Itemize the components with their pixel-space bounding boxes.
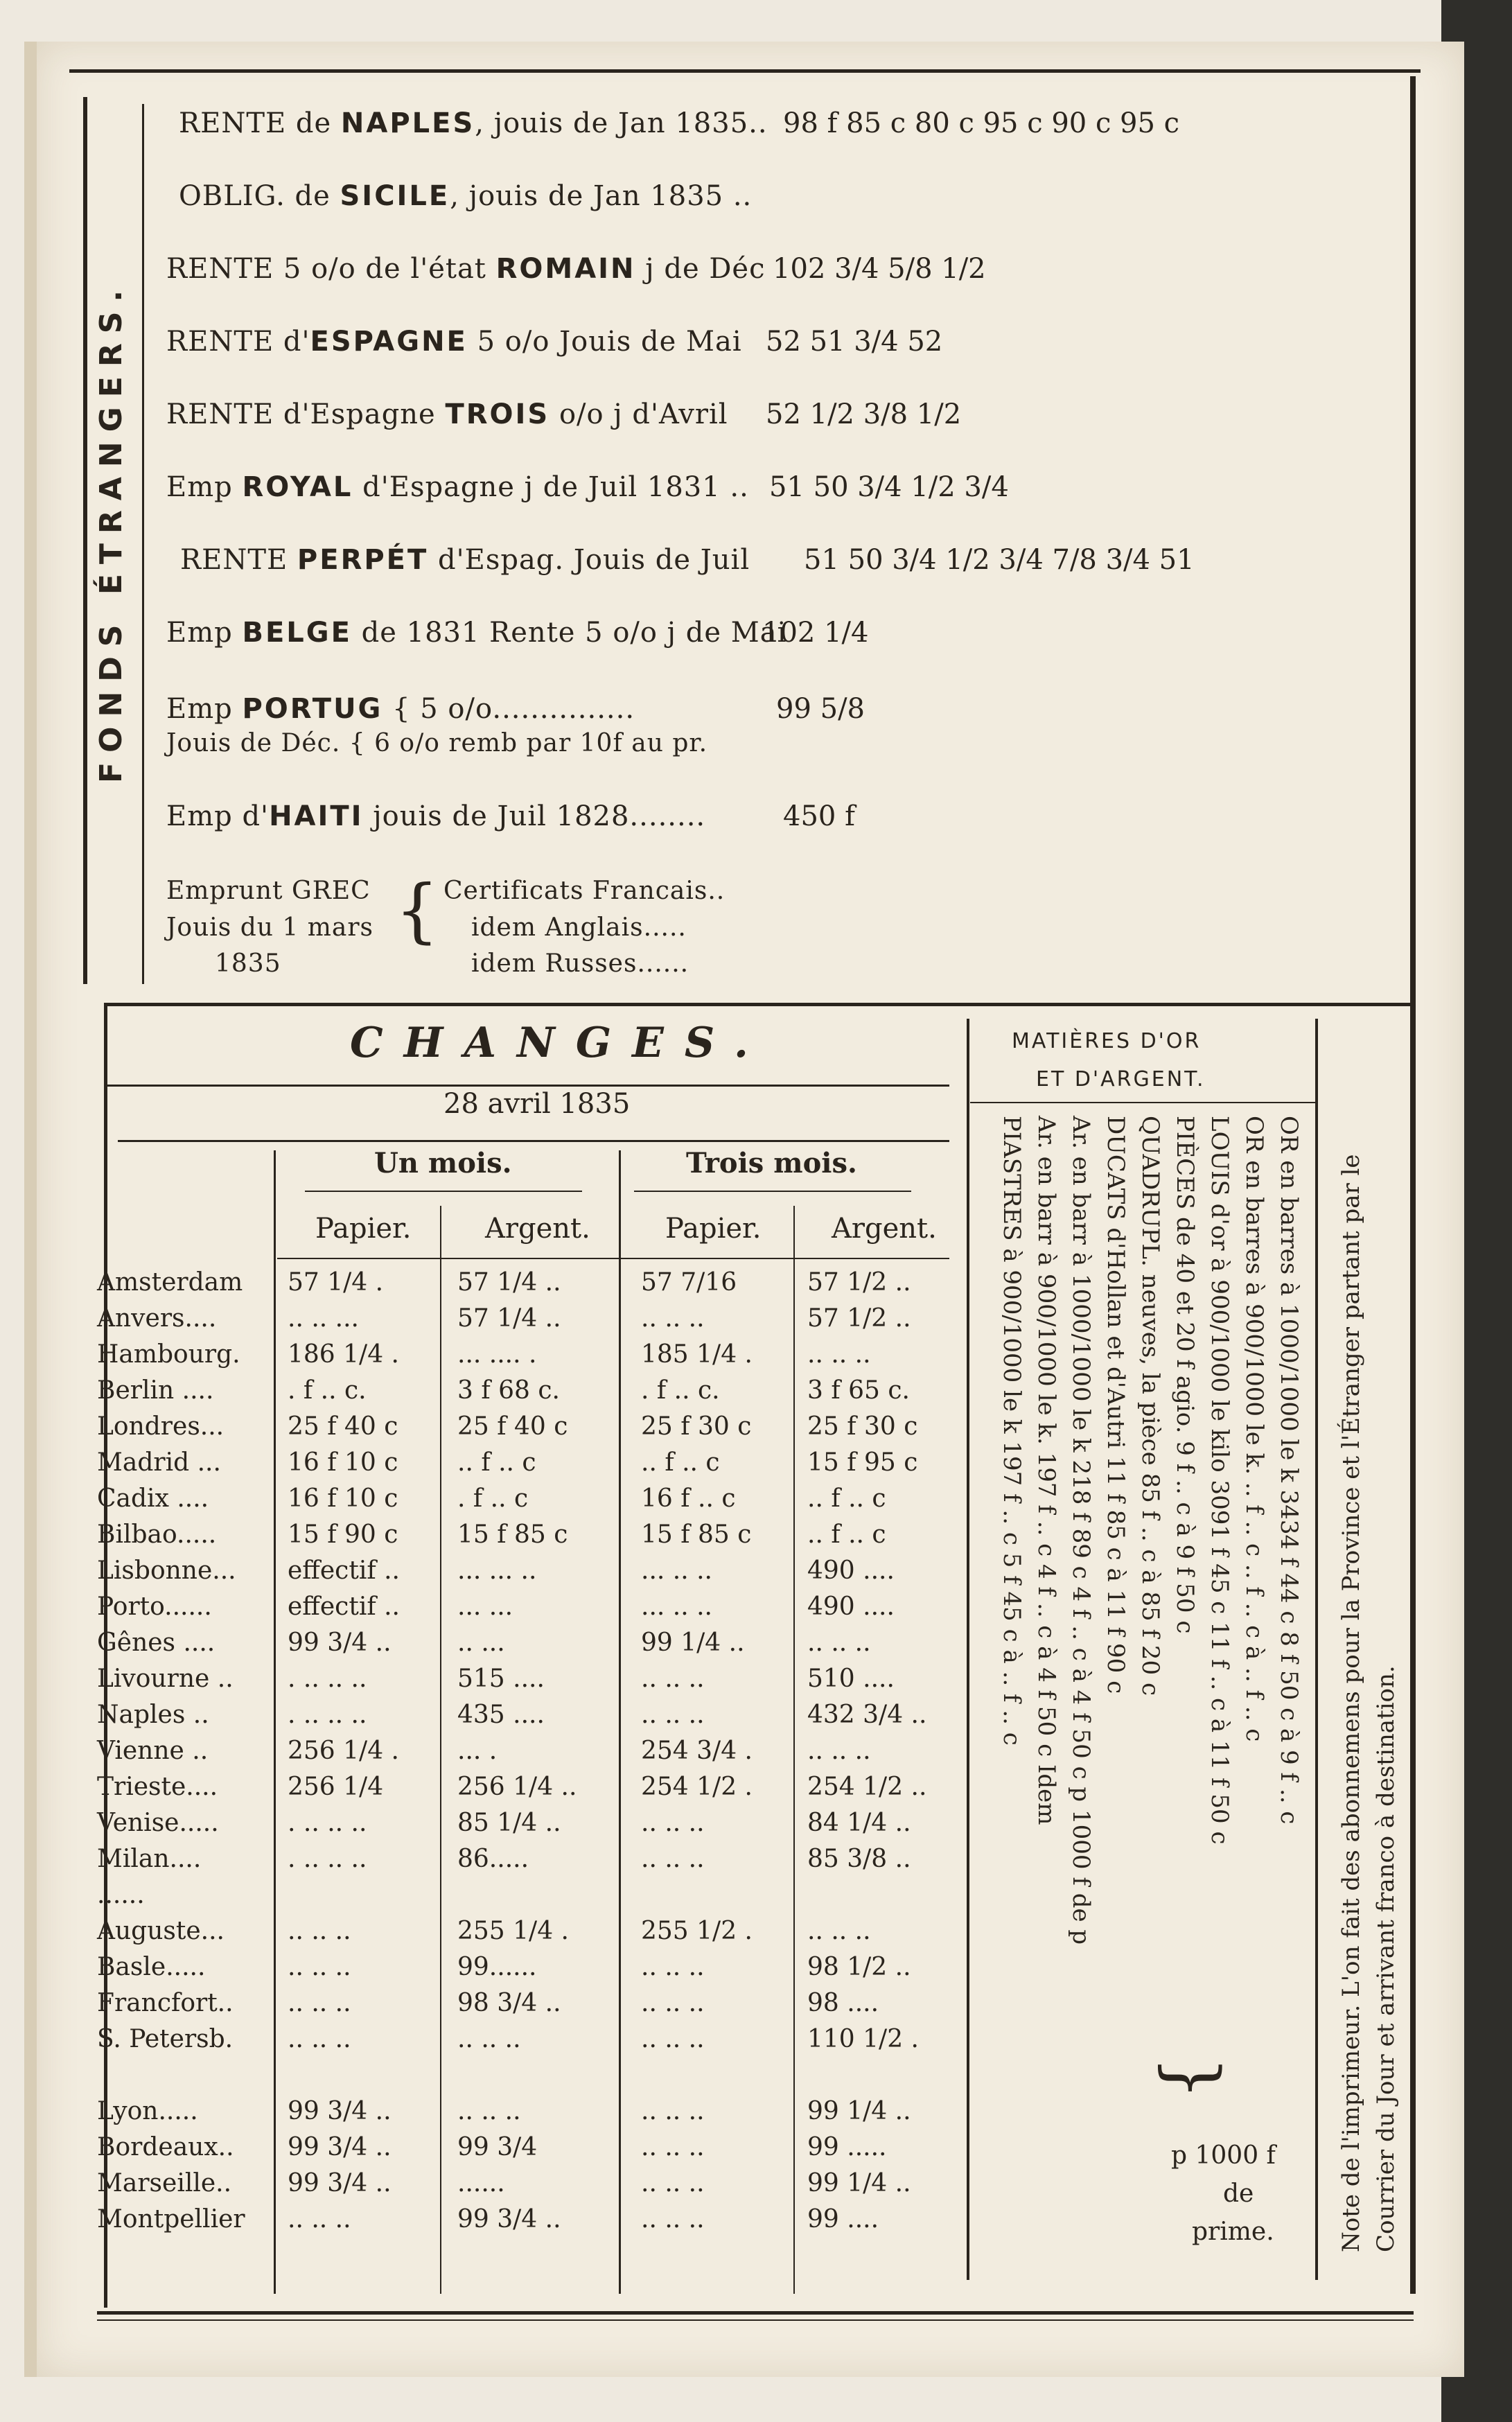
rente-values: 99 5/8 (776, 693, 865, 725)
rate-cell: ... ... (457, 1592, 513, 1621)
rate-cell: .. .. .. (641, 1701, 705, 1729)
rente-values: 51 50 3/4 1/2 3/4 7/8 3/4 51 (804, 544, 1195, 576)
rate-cell: . f .. c (457, 1484, 529, 1513)
changes-title-rule (104, 1085, 949, 1087)
rate-cell: .. .. .. (457, 2025, 521, 2053)
rate-cell: 16 f 10 c (288, 1484, 398, 1513)
header-underline (277, 1258, 949, 1259)
rate-cell: . .. .. .. (288, 1845, 367, 1873)
top-rule (69, 69, 1421, 73)
rate-cell: 25 f 40 c (457, 1412, 568, 1441)
inner-left-rule (142, 104, 144, 984)
rate-cell: 98 3/4 .. (457, 1989, 561, 2017)
rente-row: RENTE d'Espagne TROIS o/o j d'Avril (166, 398, 728, 430)
matieres-rule (970, 1102, 1317, 1103)
rate-cell: .. .. .. (641, 1953, 705, 1981)
rate-cell: 432 3/4 .. (807, 1701, 927, 1729)
col-rule-1 (274, 1150, 276, 2294)
fonds-bottom-rule (104, 1003, 1414, 1006)
rente-row: RENTE PERPÉT d'Espag. Jouis de Juil (180, 544, 750, 576)
rate-cell: 3 f 65 c. (807, 1376, 910, 1405)
rate-cell: .. .. .. (288, 1917, 351, 1945)
rate-cell: . f .. c. (288, 1376, 367, 1405)
rate-cell: .. .. .. (641, 2169, 705, 2197)
rate-cell: 185 1/4 . (641, 1340, 753, 1369)
rente-values: 98 f 85 c 80 c 95 c 90 c 95 c (783, 107, 1180, 139)
matiere-line: DUCATS d'Hollan et d'Autri 11 f 85 c à 11 f 90 c (1102, 1116, 1129, 1694)
matieres-divider (967, 1019, 969, 2280)
prime-brace: } (1152, 2055, 1234, 2100)
grec-line1: Emprunt GREC (166, 877, 371, 905)
rate-cell: 16 f 10 c (288, 1448, 398, 1477)
rate-cell: 25 f 30 c (641, 1412, 752, 1441)
trois-mois-header: Trois mois. (686, 1147, 857, 1179)
rate-cell: 99 3/4 (457, 2133, 538, 2161)
city-name: Bilbao..... (97, 1520, 217, 1549)
rate-cell: 84 1/4 .. (807, 1809, 911, 1837)
printer-note: Note de l'imprimeur. L'on fait des abonnemens pour la Province et l'Étranger partant par le Courrier du Jour et arrivant franco à destination. (1337, 1154, 1400, 2252)
matiere-line: Ar. en barr à 1000/1000 le k 218 f 89 c 4 f .. c à 4 f 50 c p 1000 f de p (1067, 1116, 1095, 1945)
prime-amount: p 1000 f (1171, 2141, 1276, 2170)
rate-cell: 99 .... (807, 2205, 879, 2234)
col-rule-4 (793, 1206, 795, 2294)
rate-cell: .. .. .. (641, 2097, 705, 2125)
rate-cell: 15 f 85 c (457, 1520, 568, 1549)
bottom-rule-2 (97, 2319, 1414, 2321)
rate-cell: .. .. .. (457, 2097, 521, 2125)
rente-row: Emp ROYAL d'Espagne j de Juil 1831 .. (166, 471, 749, 503)
rate-cell: 490 .... (807, 1592, 895, 1621)
rente-row: RENTE d'ESPAGNE 5 o/o Jouis de Mai (166, 326, 742, 358)
matiere-line: PIASTRES à 900/1000 le k 197 f .. c 5 f 45 c à .. f .. c (998, 1116, 1026, 1746)
city-name: Trieste.... (97, 1773, 218, 1801)
rente-row: RENTE de NAPLES, jouis de Jan 1835.. (179, 107, 768, 139)
city-name: Auguste... (97, 1917, 225, 1945)
city-name: Marseille.. (97, 2169, 232, 2197)
rate-cell: 186 1/4 . (288, 1340, 399, 1369)
rente-values: 52 51 3/4 52 (766, 326, 943, 358)
rente-values: 102 1/4 (762, 617, 869, 649)
grec-cert-en: idem Anglais..... (471, 913, 687, 942)
rente-values: 450 f (783, 800, 855, 832)
city-name: Vienne .. (97, 1737, 209, 1765)
rate-cell: 3 f 68 c. (457, 1376, 560, 1405)
rate-cell: 15 f 90 c (288, 1520, 398, 1549)
rate-cell: . .. .. .. (288, 1665, 367, 1693)
rate-cell: 99 ..... (807, 2133, 887, 2161)
rate-cell: 16 f .. c (641, 1484, 736, 1513)
changes-date: 28 avril 1835 (443, 1088, 631, 1120)
city-name: Madrid ... (97, 1448, 221, 1477)
changes-heading: CHANGES. (350, 1019, 769, 1067)
rate-cell: 86..... (457, 1845, 529, 1873)
rate-cell: .. .. .. (641, 1809, 705, 1837)
city-name: Amsterdam (97, 1268, 243, 1297)
rate-cell: 85 3/8 .. (807, 1845, 911, 1873)
rate-cell: 99 1/4 .. (807, 2169, 911, 2197)
rate-cell: .. .. .. (641, 1304, 705, 1333)
matiere-line: OR en barres à 1000/1000 le k 3434 f 44 c 8 f 50 c à 9 f .. c (1275, 1116, 1303, 1825)
rate-cell: 57 1/4 .. (457, 1268, 561, 1297)
rente-row: OBLIG. de SICILE, jouis de Jan 1835 .. (179, 180, 753, 212)
rate-cell: 25 f 30 c (807, 1412, 918, 1441)
rate-cell: 15 f 85 c (641, 1520, 752, 1549)
rate-cell: .. .. .. (288, 1953, 351, 1981)
city-name: Londres... (97, 1412, 225, 1441)
rate-cell: .. .. .. (641, 2205, 705, 2234)
rente-values: 102 3/4 5/8 1/2 (773, 253, 986, 285)
rate-cell: ... . (457, 1737, 498, 1765)
grec-line2: Jouis du 1 mars (166, 913, 374, 942)
prime-de: de (1223, 2179, 1254, 2208)
rate-cell: ... ... .. (457, 1556, 537, 1585)
city-name: Francfort.. (97, 1989, 234, 2017)
rate-cell: 15 f 95 c (807, 1448, 918, 1477)
matieres-subtitle: ET D'ARGENT. (1036, 1067, 1206, 1091)
un-mois-header: Un mois. (374, 1147, 512, 1179)
rate-cell: 99 3/4 .. (288, 1629, 392, 1657)
rate-cell: .. .. .. (288, 2205, 351, 2234)
argent-header: Argent. (832, 1213, 937, 1245)
matiere-line: Ar. en barr à 900/1000 le k. 197 f .. c 4 f .. c à 4 f 50 c Idem (1032, 1116, 1060, 1825)
rate-cell: 99 3/4 .. (288, 2133, 392, 2161)
city-name: Livourne .. (97, 1665, 234, 1693)
city-name: Lisbonne... (97, 1556, 236, 1585)
rate-cell: 57 1/4 . (288, 1268, 384, 1297)
right-rule (1410, 76, 1416, 2294)
rate-cell: 99 3/4 .. (457, 2205, 561, 2234)
rate-cell: 255 1/2 . (641, 1917, 753, 1945)
rente-row: Jouis de Déc. { 6 o/o remb par 10f au pr. (166, 729, 708, 757)
rate-cell: . .. .. .. (288, 1809, 367, 1837)
rate-cell: effectif .. (288, 1592, 400, 1621)
grec-cert-ru: idem Russes...... (471, 949, 689, 978)
city-name: ...... (97, 1881, 145, 1909)
argent-header: Argent. (485, 1213, 590, 1245)
city-name: Naples .. (97, 1701, 209, 1729)
city-name: Hambourg. (97, 1340, 240, 1369)
rente-row: Emp d'HAITI jouis de Juil 1828........ (166, 800, 706, 832)
rate-cell: ... .. .. (641, 1556, 712, 1585)
rate-cell: 57 1/2 .. (807, 1304, 911, 1333)
rate-cell: .. .. .. (807, 1340, 871, 1369)
left-rule (83, 97, 87, 984)
city-name: Cadix .... (97, 1484, 209, 1513)
col-rule-2 (440, 1206, 441, 2294)
rate-cell: ...... (457, 2169, 505, 2197)
rate-cell: 57 1/2 .. (807, 1268, 911, 1297)
rate-cell: 25 f 40 c (288, 1412, 398, 1441)
rate-cell: .. .. .. (641, 2133, 705, 2161)
city-name: Montpellier (97, 2205, 245, 2234)
rate-cell: .. .. .. (641, 1845, 705, 1873)
rate-cell: 98 .... (807, 1989, 879, 2017)
rate-cell: 57 7/16 (641, 1268, 737, 1297)
rate-cell: .. .. .. (641, 2025, 705, 2053)
rate-cell: .. f .. c (807, 1520, 886, 1549)
fonds-etrangers-heading: FONDS ÉTRANGERS. (94, 280, 129, 783)
rate-cell: . .. .. .. (288, 1701, 367, 1729)
rate-cell: 99 3/4 .. (288, 2097, 392, 2125)
rate-cell: . f .. c. (641, 1376, 720, 1405)
bottom-rule (97, 2311, 1414, 2315)
matiere-line: OR en barres à 900/1000 le k. .. f .. c .. f .. c à .. f .. c (1240, 1116, 1268, 1742)
matieres-title: MATIÈRES D'OR (1012, 1029, 1202, 1053)
city-name: Lyon..... (97, 2097, 198, 2125)
rente-row: Emp BELGE de 1831 Rente 5 o/o j de Mai (166, 617, 787, 649)
rate-cell: .. .. .. (807, 1917, 871, 1945)
matiere-line: PIÈCES de 40 et 20 f agio. 9 f .. c à 9 f 50 c (1171, 1116, 1199, 1634)
rate-cell: 254 1/2 .. (807, 1773, 927, 1801)
col-rule-3 (619, 1150, 621, 2294)
note-divider (1315, 1019, 1318, 2280)
papier-header: Papier. (665, 1213, 762, 1245)
rente-row: RENTE 5 o/o de l'état ROMAIN j de Déc (166, 253, 766, 285)
city-name: Anvers.... (97, 1304, 217, 1333)
rate-cell: 110 1/2 . (807, 2025, 919, 2053)
rate-cell: ... .. .. (641, 1592, 712, 1621)
city-name: S. Petersb. (97, 2025, 234, 2053)
rate-cell: 256 1/4 .. (457, 1773, 577, 1801)
rate-cell: .. .. .. (288, 2025, 351, 2053)
rate-cell: effectif .. (288, 1556, 400, 1585)
rate-cell: 85 1/4 .. (457, 1809, 561, 1837)
papier-header: Papier. (315, 1213, 412, 1245)
un-mois-rule (305, 1191, 582, 1192)
rate-cell: 99 1/4 .. (807, 2097, 911, 2125)
rate-cell: .. .. .. (641, 1989, 705, 2017)
rate-cell: 490 .... (807, 1556, 895, 1585)
rente-values: 52 1/2 3/8 1/2 (766, 398, 962, 430)
grec-brace: { (395, 870, 439, 951)
rate-cell: 256 1/4 . (288, 1737, 399, 1765)
grec-line3: 1835 (215, 949, 281, 978)
rente-values: 51 50 3/4 1/2 3/4 (769, 471, 1009, 503)
city-name: Venise..... (97, 1809, 219, 1837)
rate-cell: 515 .... (457, 1665, 545, 1693)
grec-cert-fr: Certificats Francais.. (443, 877, 726, 905)
rate-cell: 57 1/4 .. (457, 1304, 561, 1333)
rate-cell: .. f .. c (457, 1448, 536, 1477)
trois-mois-rule (634, 1191, 911, 1192)
city-name: Basle..... (97, 1953, 206, 1981)
rate-cell: 254 1/2 . (641, 1773, 753, 1801)
city-name: Milan.... (97, 1845, 202, 1873)
rate-cell: 99 3/4 .. (288, 2169, 392, 2197)
rate-cell: .. .. .. (288, 1989, 351, 2017)
rate-cell: 254 3/4 . (641, 1737, 753, 1765)
matiere-line: LOUIS d'or à 900/1000 le kilo 3091 f 45 c 11 f .. c à 11 f 50 c (1206, 1116, 1233, 1845)
rate-cell: .. f .. c (641, 1448, 720, 1477)
city-name: Porto...... (97, 1592, 212, 1621)
rente-row: Emp PORTUG { 5 o/o............... (166, 693, 635, 725)
rate-cell: .. ... (457, 1629, 505, 1657)
matiere-line: QUADRUPL. neuves, la pièce 85 f .. c à 85 f 20 c (1136, 1116, 1164, 1696)
city-name: Gênes .... (97, 1629, 216, 1657)
rate-cell: 256 1/4 (288, 1773, 384, 1801)
rate-cell: .. .. .. (641, 1665, 705, 1693)
rate-cell: .. f .. c (807, 1484, 886, 1513)
rate-cell: .. .. .. (807, 1737, 871, 1765)
rate-cell: 510 .... (807, 1665, 895, 1693)
rate-cell: 99...... (457, 1953, 537, 1981)
rate-cell: .. .. .. (807, 1629, 871, 1657)
rate-cell: 99 1/4 .. (641, 1629, 745, 1657)
rate-cell: 435 .... (457, 1701, 545, 1729)
city-name: Bordeaux.. (97, 2133, 234, 2161)
date-rule (118, 1140, 949, 1142)
rate-cell: 255 1/4 . (457, 1917, 569, 1945)
rate-cell: .. .. ... (288, 1304, 359, 1333)
rate-cell: ... .... . (457, 1340, 537, 1369)
rate-cell: 98 1/2 .. (807, 1953, 911, 1981)
city-name: Berlin .... (97, 1376, 214, 1405)
prime-label: prime. (1192, 2218, 1274, 2246)
